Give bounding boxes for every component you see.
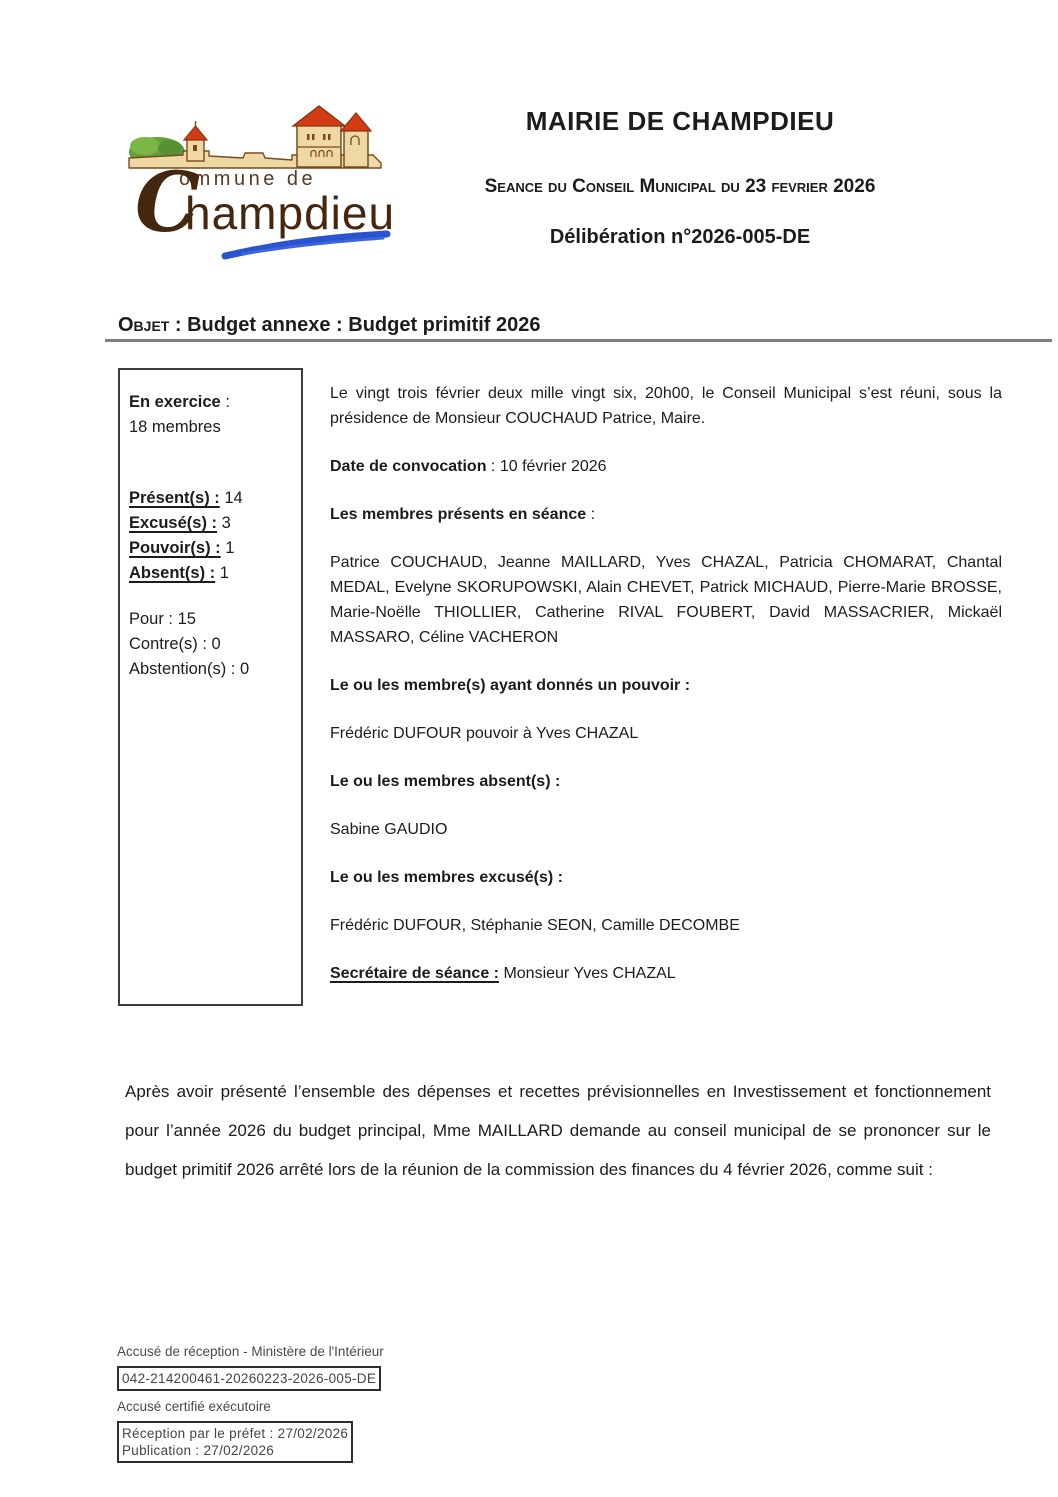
objet-label: Objet (118, 314, 170, 336)
logo-champdieu-text: hampdieu (185, 187, 396, 239)
session-subtitle: Seance du Conseil Municipal du 23 fevrier 2026 (484, 176, 876, 197)
presents-heading-text: Les membres présents en séance (330, 506, 587, 523)
spacer (129, 440, 293, 486)
presents-value: 14 (219, 489, 243, 507)
absent-names: Sabine GAUDIO (330, 821, 448, 838)
en-exercice-line (129, 390, 293, 415)
presents-heading-colon: : (586, 506, 596, 523)
en-exercice-label: En exercice (129, 393, 221, 411)
absents-value: 1 (215, 564, 229, 582)
secretaire-line (330, 961, 1002, 986)
stamp-line2: Accusé certifié exécutoire (117, 1399, 271, 1414)
stamp-line1: Accusé de réception - Ministère de l'Intérieur (117, 1344, 384, 1359)
reception-stamp (117, 1341, 384, 1468)
convocation-label: Date de convocation (330, 458, 487, 475)
spacer (129, 586, 293, 607)
count-row-pouvoirs (129, 536, 293, 561)
absents-label: Absent(s) : (129, 564, 216, 582)
count-row-excuses (129, 511, 293, 536)
vote-abstention: Abstention(s) : 0 (129, 660, 250, 678)
pouvoir-heading: Le ou les membre(s) ayant donnés un pouvoir : (330, 677, 691, 694)
vote-contre: Contre(s) : 0 (129, 635, 221, 653)
attendance-box (118, 368, 303, 1006)
pouvoirs-label: Pouvoir(s) : (129, 539, 221, 557)
presents-heading (330, 502, 1002, 527)
stamp-dates-box (117, 1421, 353, 1463)
page-title: MAIRIE DE CHAMPDIEU (525, 106, 835, 136)
presents-names: Patrice COUCHAUD, Jeanne MAILLARD, Yves CHAZAL, Patricia CHOMARAT, Chantal MEDAL, Evelyne SKORUPOWSKI, Alain CHEVET, Patrick MICHAUD, Pierre-Marie BROSSE, Marie-Noëlle THIOLLIER, Catherine RIVAL FOUBERT, David MASSACRIER, Mickaël MASSARO, Céline VACHERON (330, 554, 1002, 646)
objet-heading (118, 314, 1018, 337)
count-row-presents (129, 486, 293, 511)
convocation-line (330, 454, 1002, 479)
secretaire-label: Secrétaire de séance : (330, 965, 499, 982)
absent-heading: Le ou les membres absent(s) : (330, 773, 561, 790)
stamp-id-box: 042-214200461-20260223-2026-005-DE (117, 1366, 381, 1391)
stamp-publication-date: Publication : 27/02/2026 (122, 1443, 275, 1458)
session-intro: Le vingt trois février deux mille vingt six, 20h00, le Conseil Municipal s’est réuni, sous la présidence de Monsieur COUCHAUD Patrice, Maire. (330, 385, 1002, 427)
count-row-absents (129, 561, 293, 586)
logo-commune-de-text: ommune de (179, 168, 317, 190)
secretaire-value: Monsieur Yves CHAZAL (499, 965, 676, 982)
logo-initial-c: C (135, 155, 201, 251)
objet-text: : Budget annexe : Budget primitif 2026 (169, 314, 541, 336)
pouvoirs-value: 1 (220, 539, 235, 557)
en-exercice-value: 18 membres (129, 418, 221, 436)
stamp-reception-date: Réception par le préfet : 27/02/2026 (122, 1426, 349, 1441)
en-exercice-colon: : (220, 393, 230, 411)
convocation-value: : 10 février 2026 (486, 458, 607, 475)
excuse-names: Frédéric DUFOUR, Stéphanie SEON, Camille DECOMBE (330, 917, 740, 934)
excuse-heading: Le ou les membres excusé(s) : (330, 869, 563, 886)
objet-underline (105, 339, 1052, 342)
deliberation-number: Délibération n°2026-005-DE (549, 226, 811, 248)
presents-label: Présent(s) : (129, 489, 220, 507)
pouvoir-names: Frédéric DUFOUR pouvoir à Yves CHAZAL (330, 725, 639, 742)
session-details (330, 381, 1002, 1009)
excuses-value: 3 (217, 514, 231, 532)
excuses-label: Excusé(s) : (129, 514, 218, 532)
body-paragraph: Après avoir présenté l’ensemble des dépenses et recettes prévisionnelles en Investissement et fonctionnement pour l’année 2026 du budget principal, Mme MAILLARD demande au conseil municipal de se prononcer sur le budget primitif 2026 arrêté lors de la réunion de la commission des finances du 4 février 2026, comme suit : (125, 1082, 991, 1179)
vote-pour: Pour : 15 (129, 610, 196, 628)
